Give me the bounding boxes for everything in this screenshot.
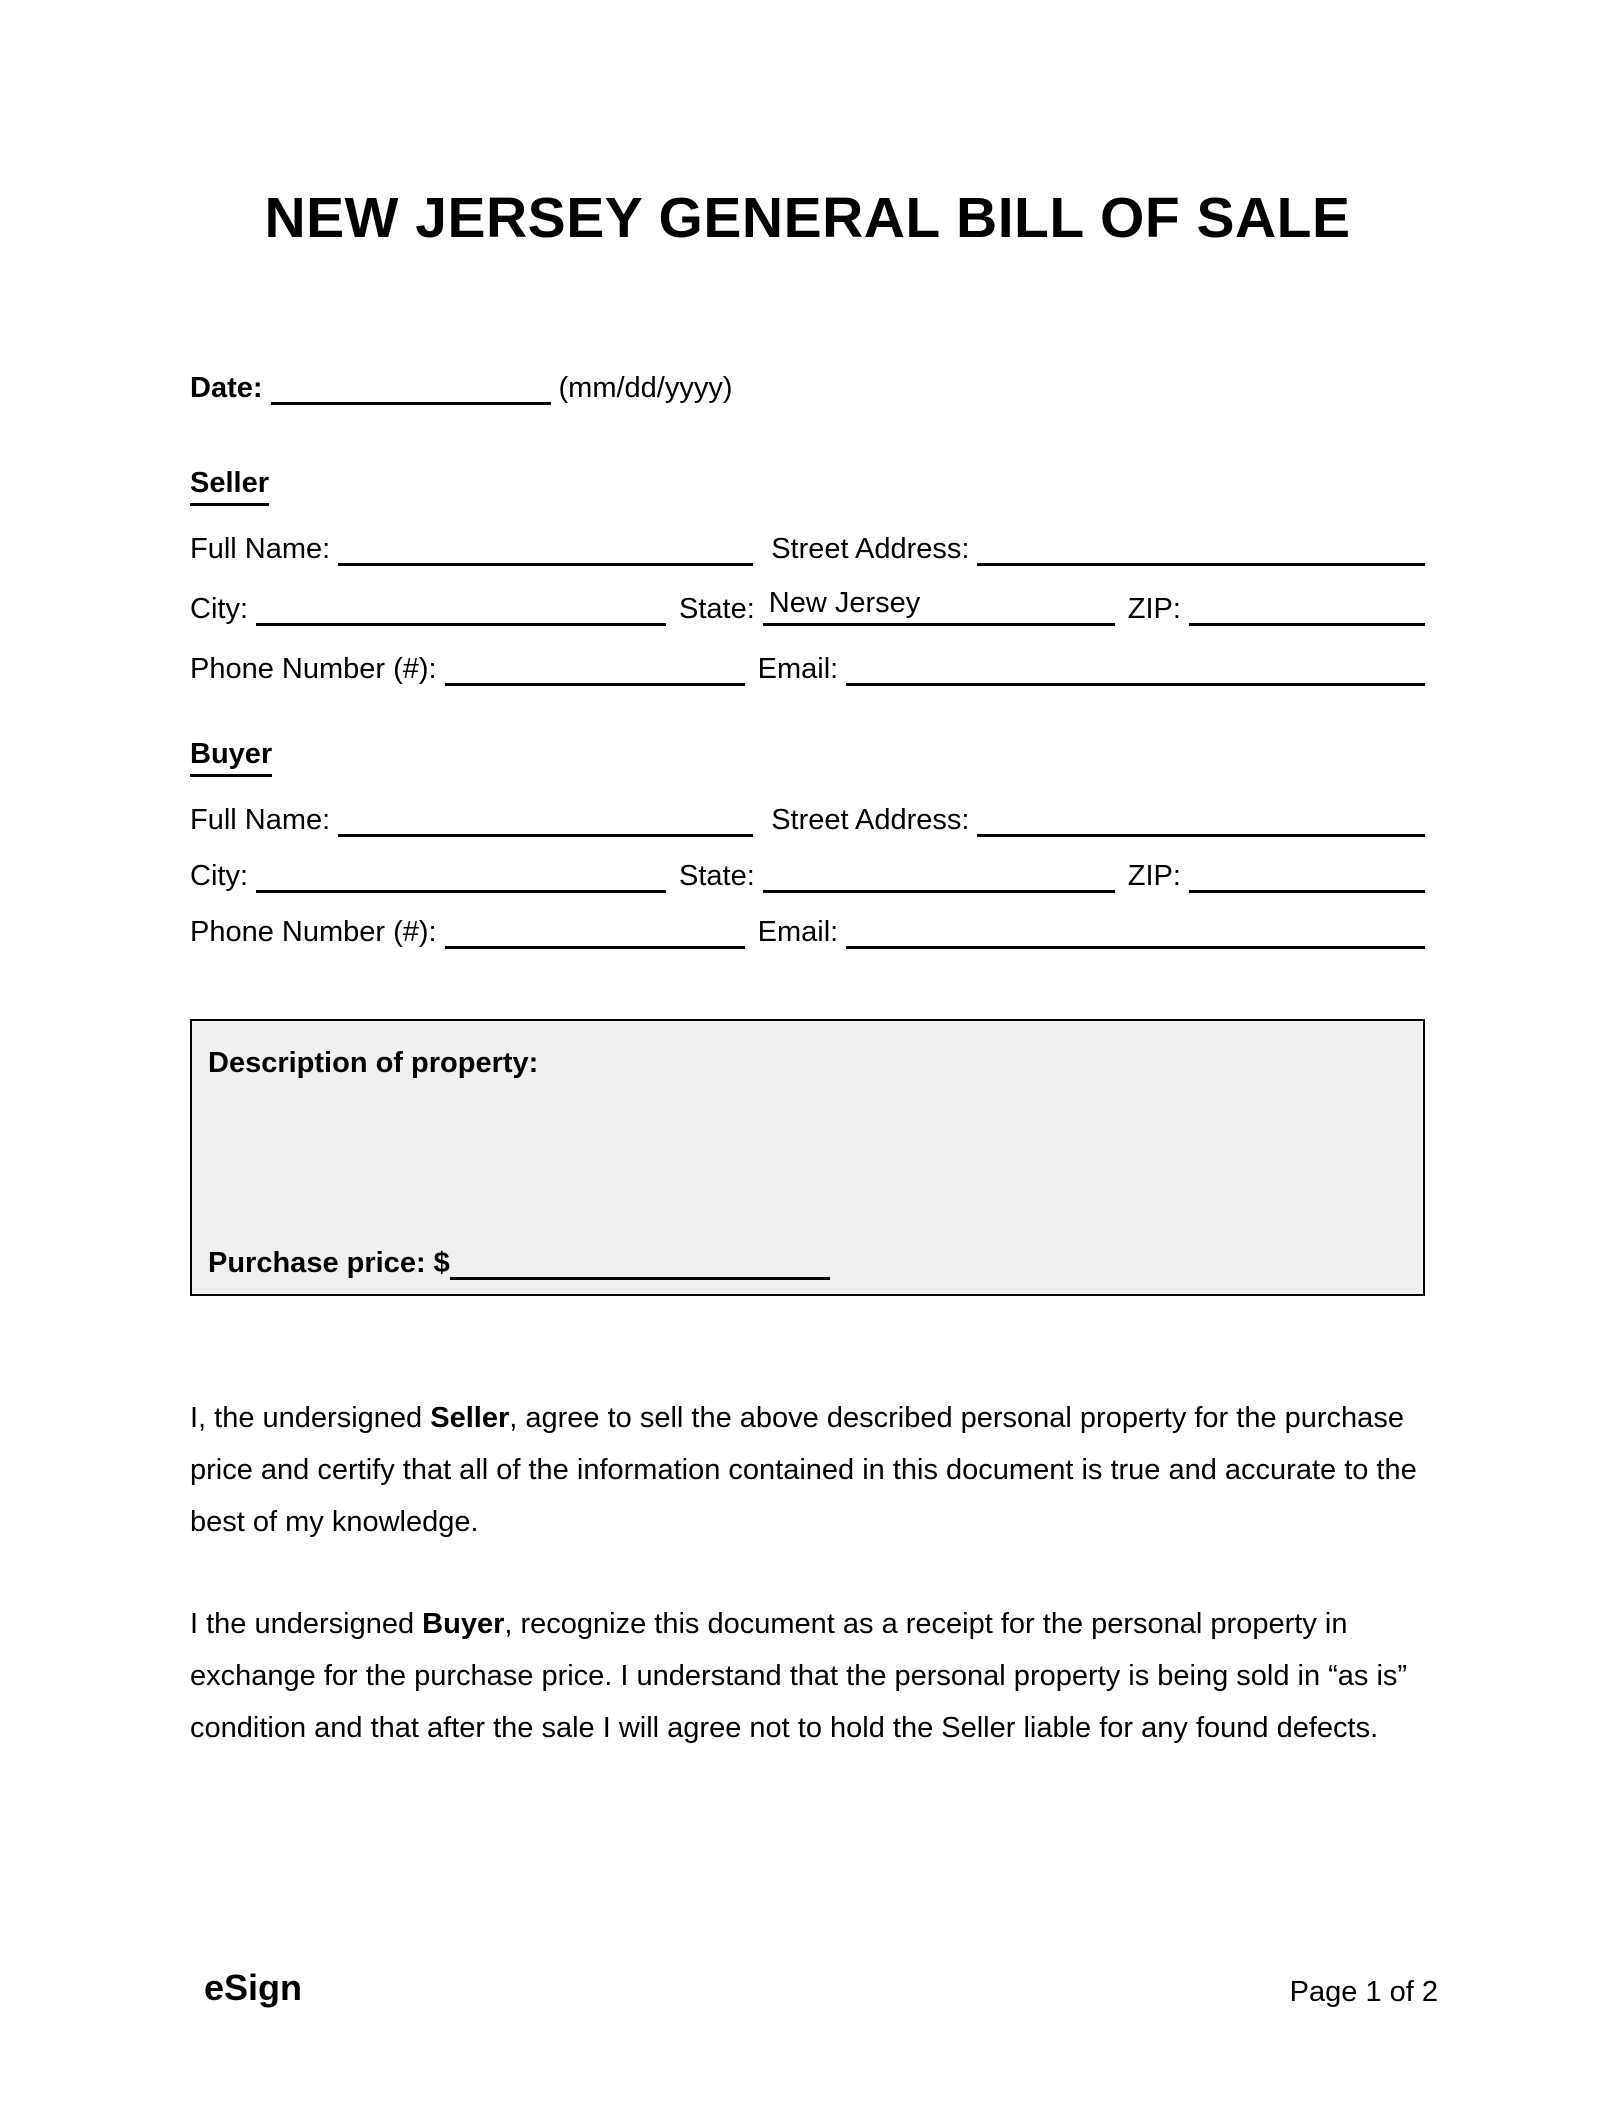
seller-name-row bbox=[190, 530, 1425, 566]
buyer-paragraph-post: , recognize this document as a receipt for the personal property in exchange for the purchase price. I understand that the personal property is being sold in “as is” condition and that after the sale I will agree not to hold the Seller liable for any found defects. bbox=[190, 1608, 1408, 1744]
buyer-street-address-field[interactable] bbox=[977, 803, 1425, 837]
purchase-price-label: Purchase price: bbox=[208, 1247, 426, 1279]
seller-phone-label: Phone Number (#): bbox=[190, 653, 437, 685]
seller-city-label: City: bbox=[190, 593, 248, 625]
buyer-state-value bbox=[763, 854, 769, 886]
seller-heading-text: Seller bbox=[190, 467, 269, 506]
buyer-phone-label: Phone Number (#): bbox=[190, 916, 437, 948]
buyer-zip-label: ZIP: bbox=[1127, 860, 1181, 892]
buyer-state-field[interactable] bbox=[763, 859, 1115, 893]
buyer-paragraph-pre: I the undersigned bbox=[190, 1608, 423, 1640]
buyer-section-heading bbox=[190, 738, 1425, 777]
buyer-name-row bbox=[190, 801, 1425, 837]
date-field[interactable] bbox=[271, 371, 551, 405]
seller-section-heading bbox=[190, 467, 1425, 506]
buyer-street-address-label: Street Address: bbox=[771, 804, 970, 836]
buyer-city-field[interactable] bbox=[256, 859, 666, 893]
description-field[interactable] bbox=[208, 1080, 1407, 1246]
buyer-paragraph-emphasis: Buyer bbox=[422, 1608, 505, 1640]
buyer-heading-text: Buyer bbox=[190, 738, 272, 777]
buyer-full-name-field[interactable] bbox=[338, 803, 753, 837]
description-label: Description of property: bbox=[208, 1047, 539, 1079]
seller-paragraph-post: , agree to sell the above described personal property for the purchase price and certify that all of the information contained in this document is true and accurate to the best of my knowledge. bbox=[190, 1402, 1417, 1538]
buyer-email-label: Email: bbox=[757, 916, 839, 948]
seller-street-address-field[interactable] bbox=[977, 532, 1425, 566]
seller-zip-field[interactable] bbox=[1189, 592, 1425, 626]
buyer-contact-row bbox=[190, 913, 1425, 949]
buyer-city-row bbox=[190, 857, 1425, 893]
seller-paragraph-pre: I, the undersigned bbox=[190, 1402, 431, 1434]
purchase-price-row bbox=[208, 1246, 1407, 1280]
buyer-city-label: City: bbox=[190, 860, 248, 892]
seller-full-name-label: Full Name: bbox=[190, 533, 331, 565]
seller-state-field[interactable] bbox=[763, 587, 1115, 626]
currency-symbol: $ bbox=[433, 1247, 450, 1279]
page-number: Page 1 of 2 bbox=[1289, 1976, 1438, 2008]
page-title: NEW JERSEY GENERAL BILL OF SALE bbox=[264, 186, 1351, 250]
seller-full-name-field[interactable] bbox=[338, 532, 753, 566]
date-row bbox=[190, 369, 1425, 405]
seller-city-row bbox=[190, 587, 1425, 626]
seller-zip-label: ZIP: bbox=[1127, 593, 1181, 625]
seller-phone-field[interactable] bbox=[445, 652, 745, 686]
seller-paragraph-emphasis: Seller bbox=[430, 1402, 510, 1434]
page-footer bbox=[204, 1967, 1438, 2009]
buyer-full-name-label: Full Name: bbox=[190, 804, 331, 836]
esign-logo: eSign bbox=[204, 1967, 303, 2008]
seller-agreement-paragraph bbox=[190, 1392, 1425, 1548]
purchase-price-field[interactable] bbox=[450, 1246, 830, 1280]
seller-street-address-label: Street Address: bbox=[771, 533, 970, 565]
property-description-box bbox=[190, 1019, 1425, 1296]
buyer-zip-field[interactable] bbox=[1189, 859, 1425, 893]
buyer-state-label: State: bbox=[679, 860, 755, 892]
buyer-agreement-paragraph bbox=[190, 1598, 1425, 1754]
seller-state-value: New Jersey bbox=[768, 587, 921, 619]
date-label: Date: bbox=[190, 372, 263, 404]
seller-email-label: Email: bbox=[757, 653, 839, 685]
seller-state-label: State: bbox=[679, 593, 755, 625]
seller-city-field[interactable] bbox=[256, 592, 666, 626]
buyer-phone-field[interactable] bbox=[445, 915, 745, 949]
buyer-email-field[interactable] bbox=[846, 915, 1425, 949]
seller-email-field[interactable] bbox=[846, 652, 1425, 686]
date-format-hint: (mm/dd/yyyy) bbox=[558, 372, 733, 404]
seller-contact-row bbox=[190, 650, 1425, 686]
